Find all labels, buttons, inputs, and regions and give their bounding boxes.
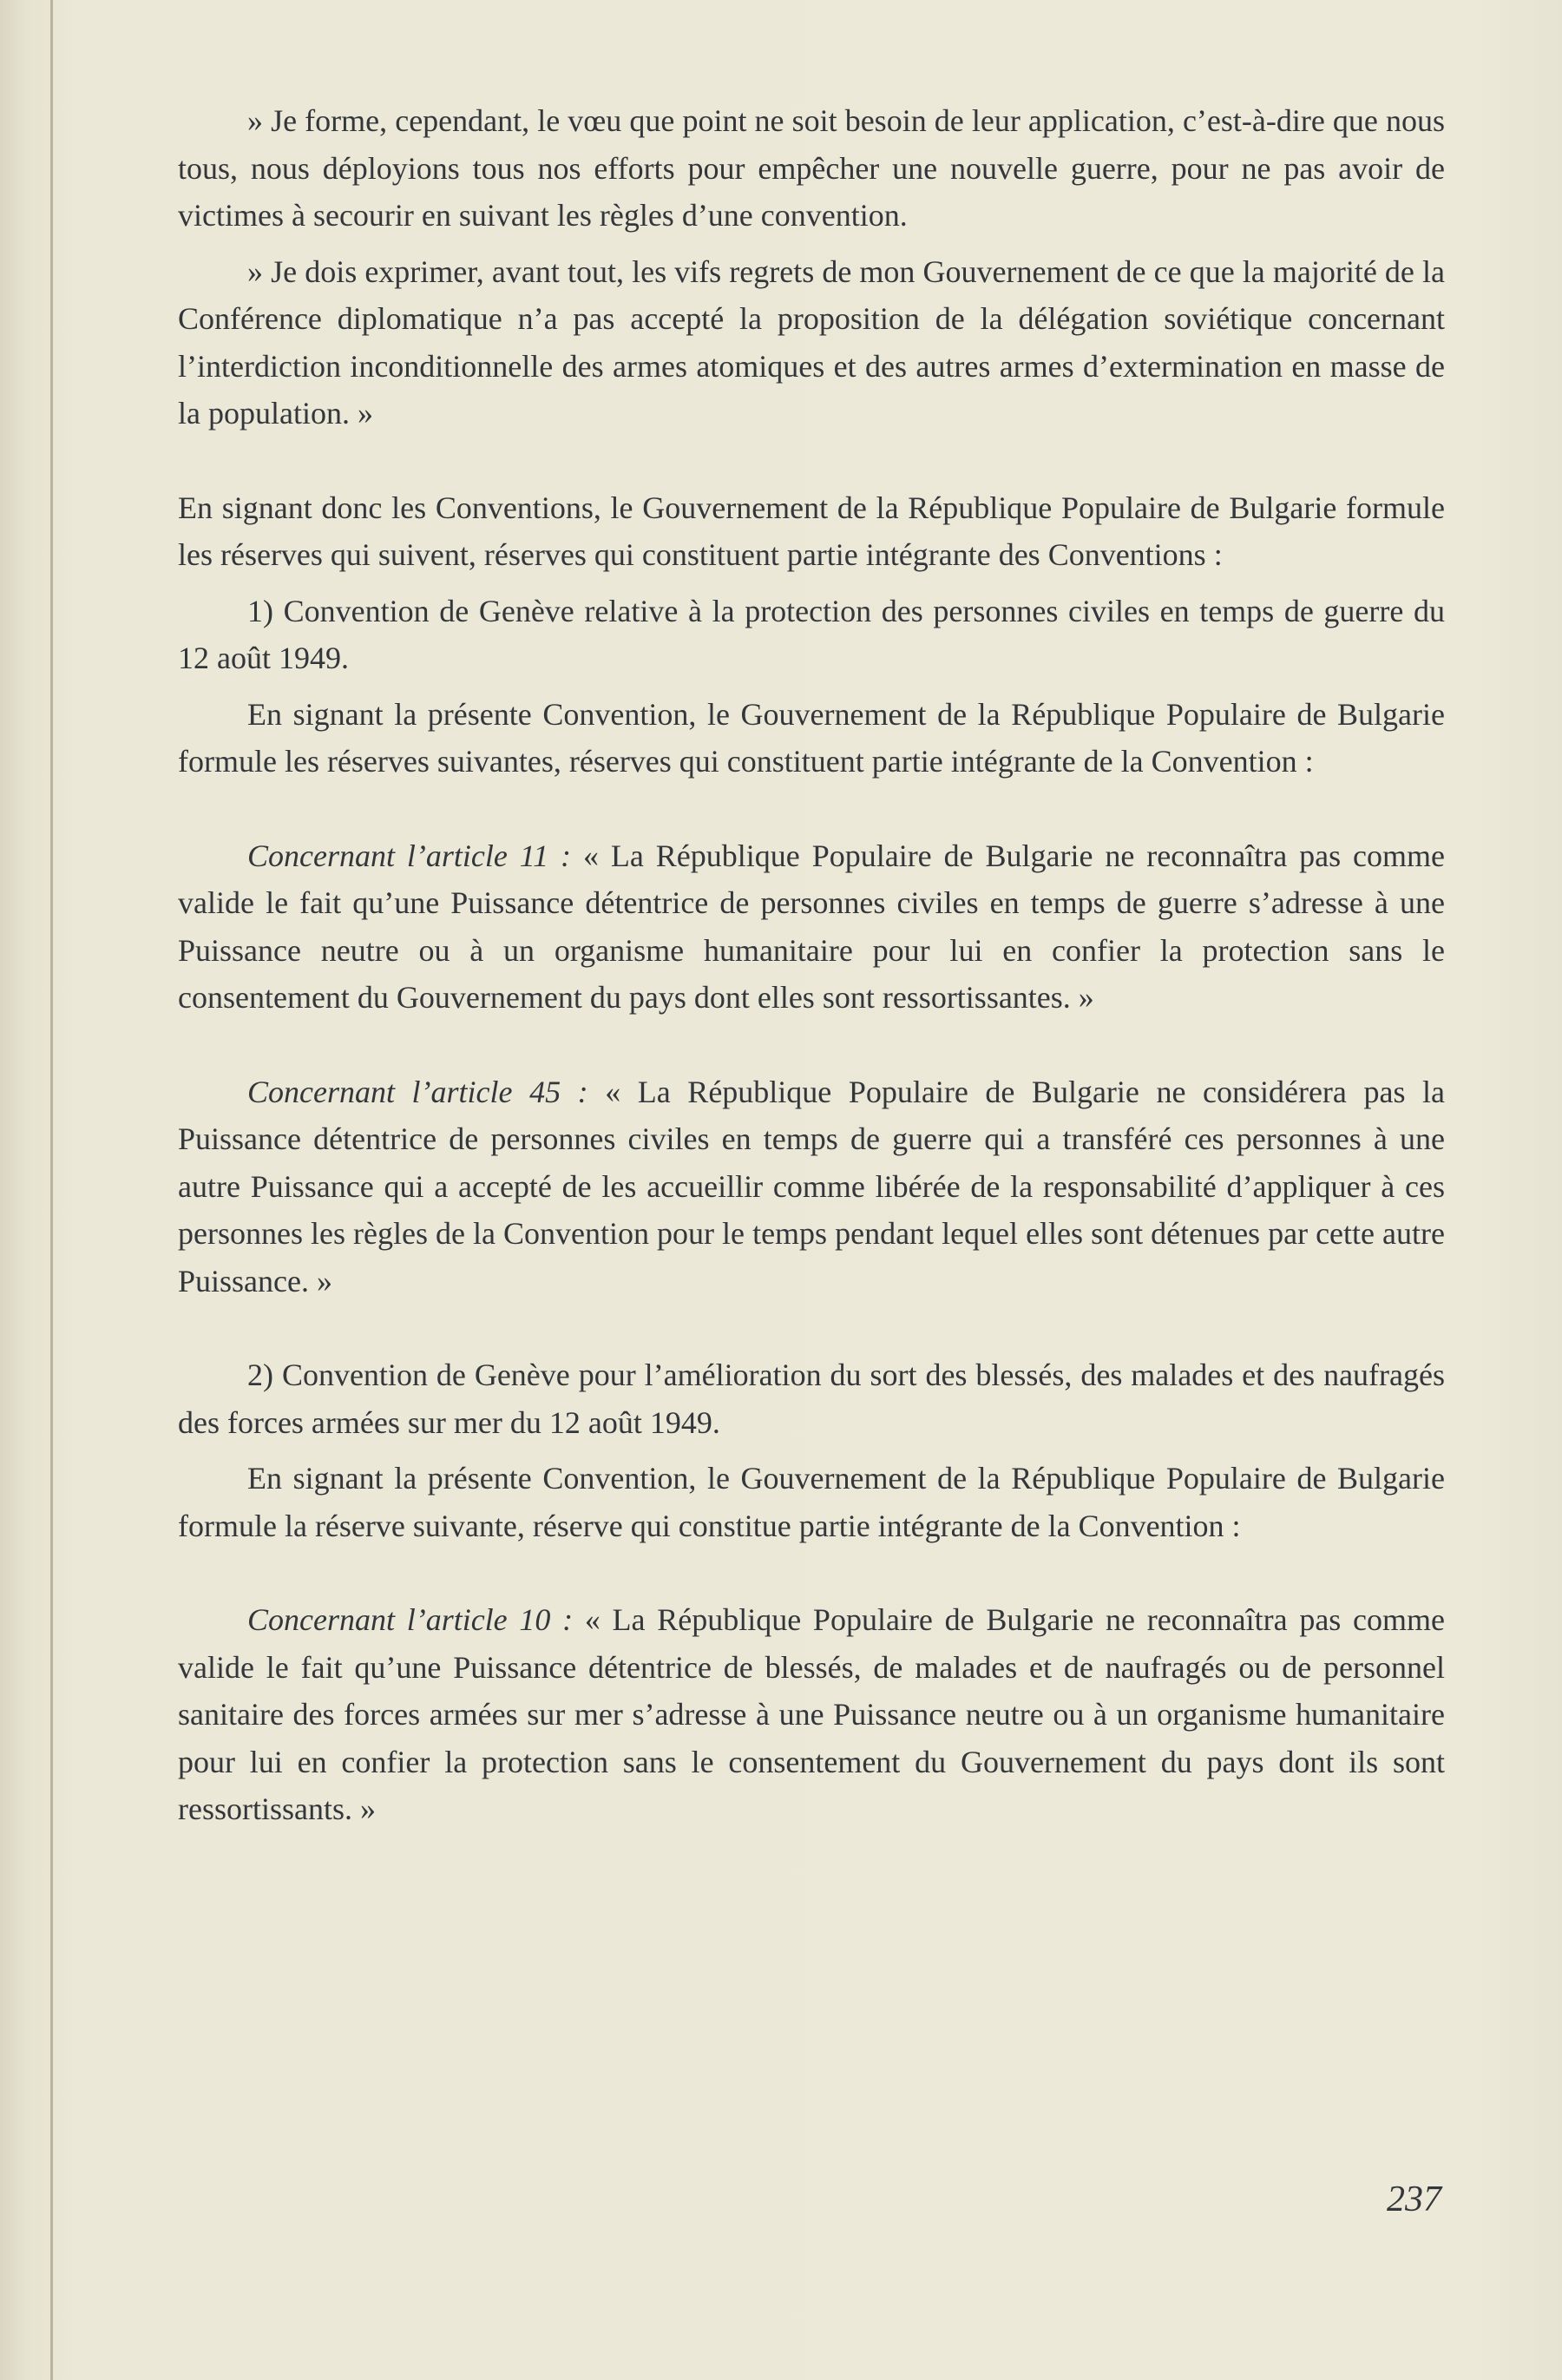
article-10-label: Concernant l’article 10 :	[247, 1602, 574, 1637]
body-text	[178, 97, 1445, 1833]
article-11-label: Concernant l’article 11 :	[247, 838, 572, 873]
paragraph-2: » Je dois exprimer, avant tout, les vifs regrets de mon Gouvernement de ce que la majorité de la Conférence diplomatique n’a pas accepté la proposition de la délégation soviétique concernant l’interdiction inconditionnelle des armes atomiques et des autres armes d’extermination en masse de la population. »	[178, 253, 1445, 431]
article-11-text: « La République Populaire de Bulgarie ne reconnaîtra pas comme valide le fait qu’une Puissance détentrice de personnes civiles en temps de guerre s’adresse à une Puissance neutre ou à un organisme humanitaire pour lui en confier la protection sans le consentement du Gouvernement du pays dont elles sont ressortissantes. »	[178, 838, 1445, 1015]
page-number: 237	[1387, 2179, 1441, 2219]
paragraph-3: En signant donc les Conventions, le Gouvernement de la République Populaire de Bulgarie formule les réserves qui suivent, réserves qui constituent partie intégrante des Conventions :	[178, 490, 1445, 572]
paragraph-4: 1) Convention de Genève relative à la protection des personnes civiles en temps de guerre du 12 août 1949.	[178, 593, 1445, 675]
article-45-label: Concernant l’article 45 :	[247, 1074, 588, 1109]
reservation-article-45	[178, 1068, 1445, 1305]
paragraph-1: » Je forme, cependant, le vœu que point ne soit besoin de leur application, c’est-à-dire que nous tous, nous déployions tous nos efforts pour empêcher une nouvelle guerre, pour ne pas avoir de victimes à secourir en suivant les règles d’une convention.	[178, 103, 1445, 233]
reservation-article-11	[178, 832, 1445, 1022]
paragraph-8: 2) Convention de Genève pour l’amélioration du sort des blessés, des malades et des naufragés des forces armées sur mer du 12 août 1949.	[178, 1358, 1445, 1440]
binding-edge	[50, 0, 53, 2380]
article-10-text: « La République Populaire de Bulgarie ne reconnaîtra pas comme valide le fait qu’une Puissance détentrice de blessés, de malades et de naufragés ou de personnel sanitaire des forces armées sur mer s’adresse à une Puissance neutre ou à un organisme humanitaire pour lui en confier la protection sans le consentement du Gouvernement du pays dont ils sont ressortissants. »	[178, 1602, 1445, 1826]
paragraph-9: En signant la présente Convention, le Gouvernement de la République Populaire de Bulgarie formule la réserve suivante, réserve qui constitue partie intégrante de la Convention :	[178, 1461, 1445, 1543]
reservation-article-10	[178, 1596, 1445, 1833]
article-45-text: « La République Populaire de Bulgarie ne considérera pas la Puissance détentrice de personnes civiles en temps de guerre qui a transféré ces personnes à une autre Puissance qui a accepté de les accueillir comme libérée de la responsabilité d’appliquer à ces personnes les règles de la Convention pour le temps pendant lequel elles sont détenues par cette autre Puissance. »	[178, 1074, 1446, 1298]
paragraph-5: En signant la présente Convention, le Gouvernement de la République Populaire de Bulgarie formule les réserves suivantes, réserves qui constituent partie intégrante de la Convention :	[178, 696, 1445, 779]
